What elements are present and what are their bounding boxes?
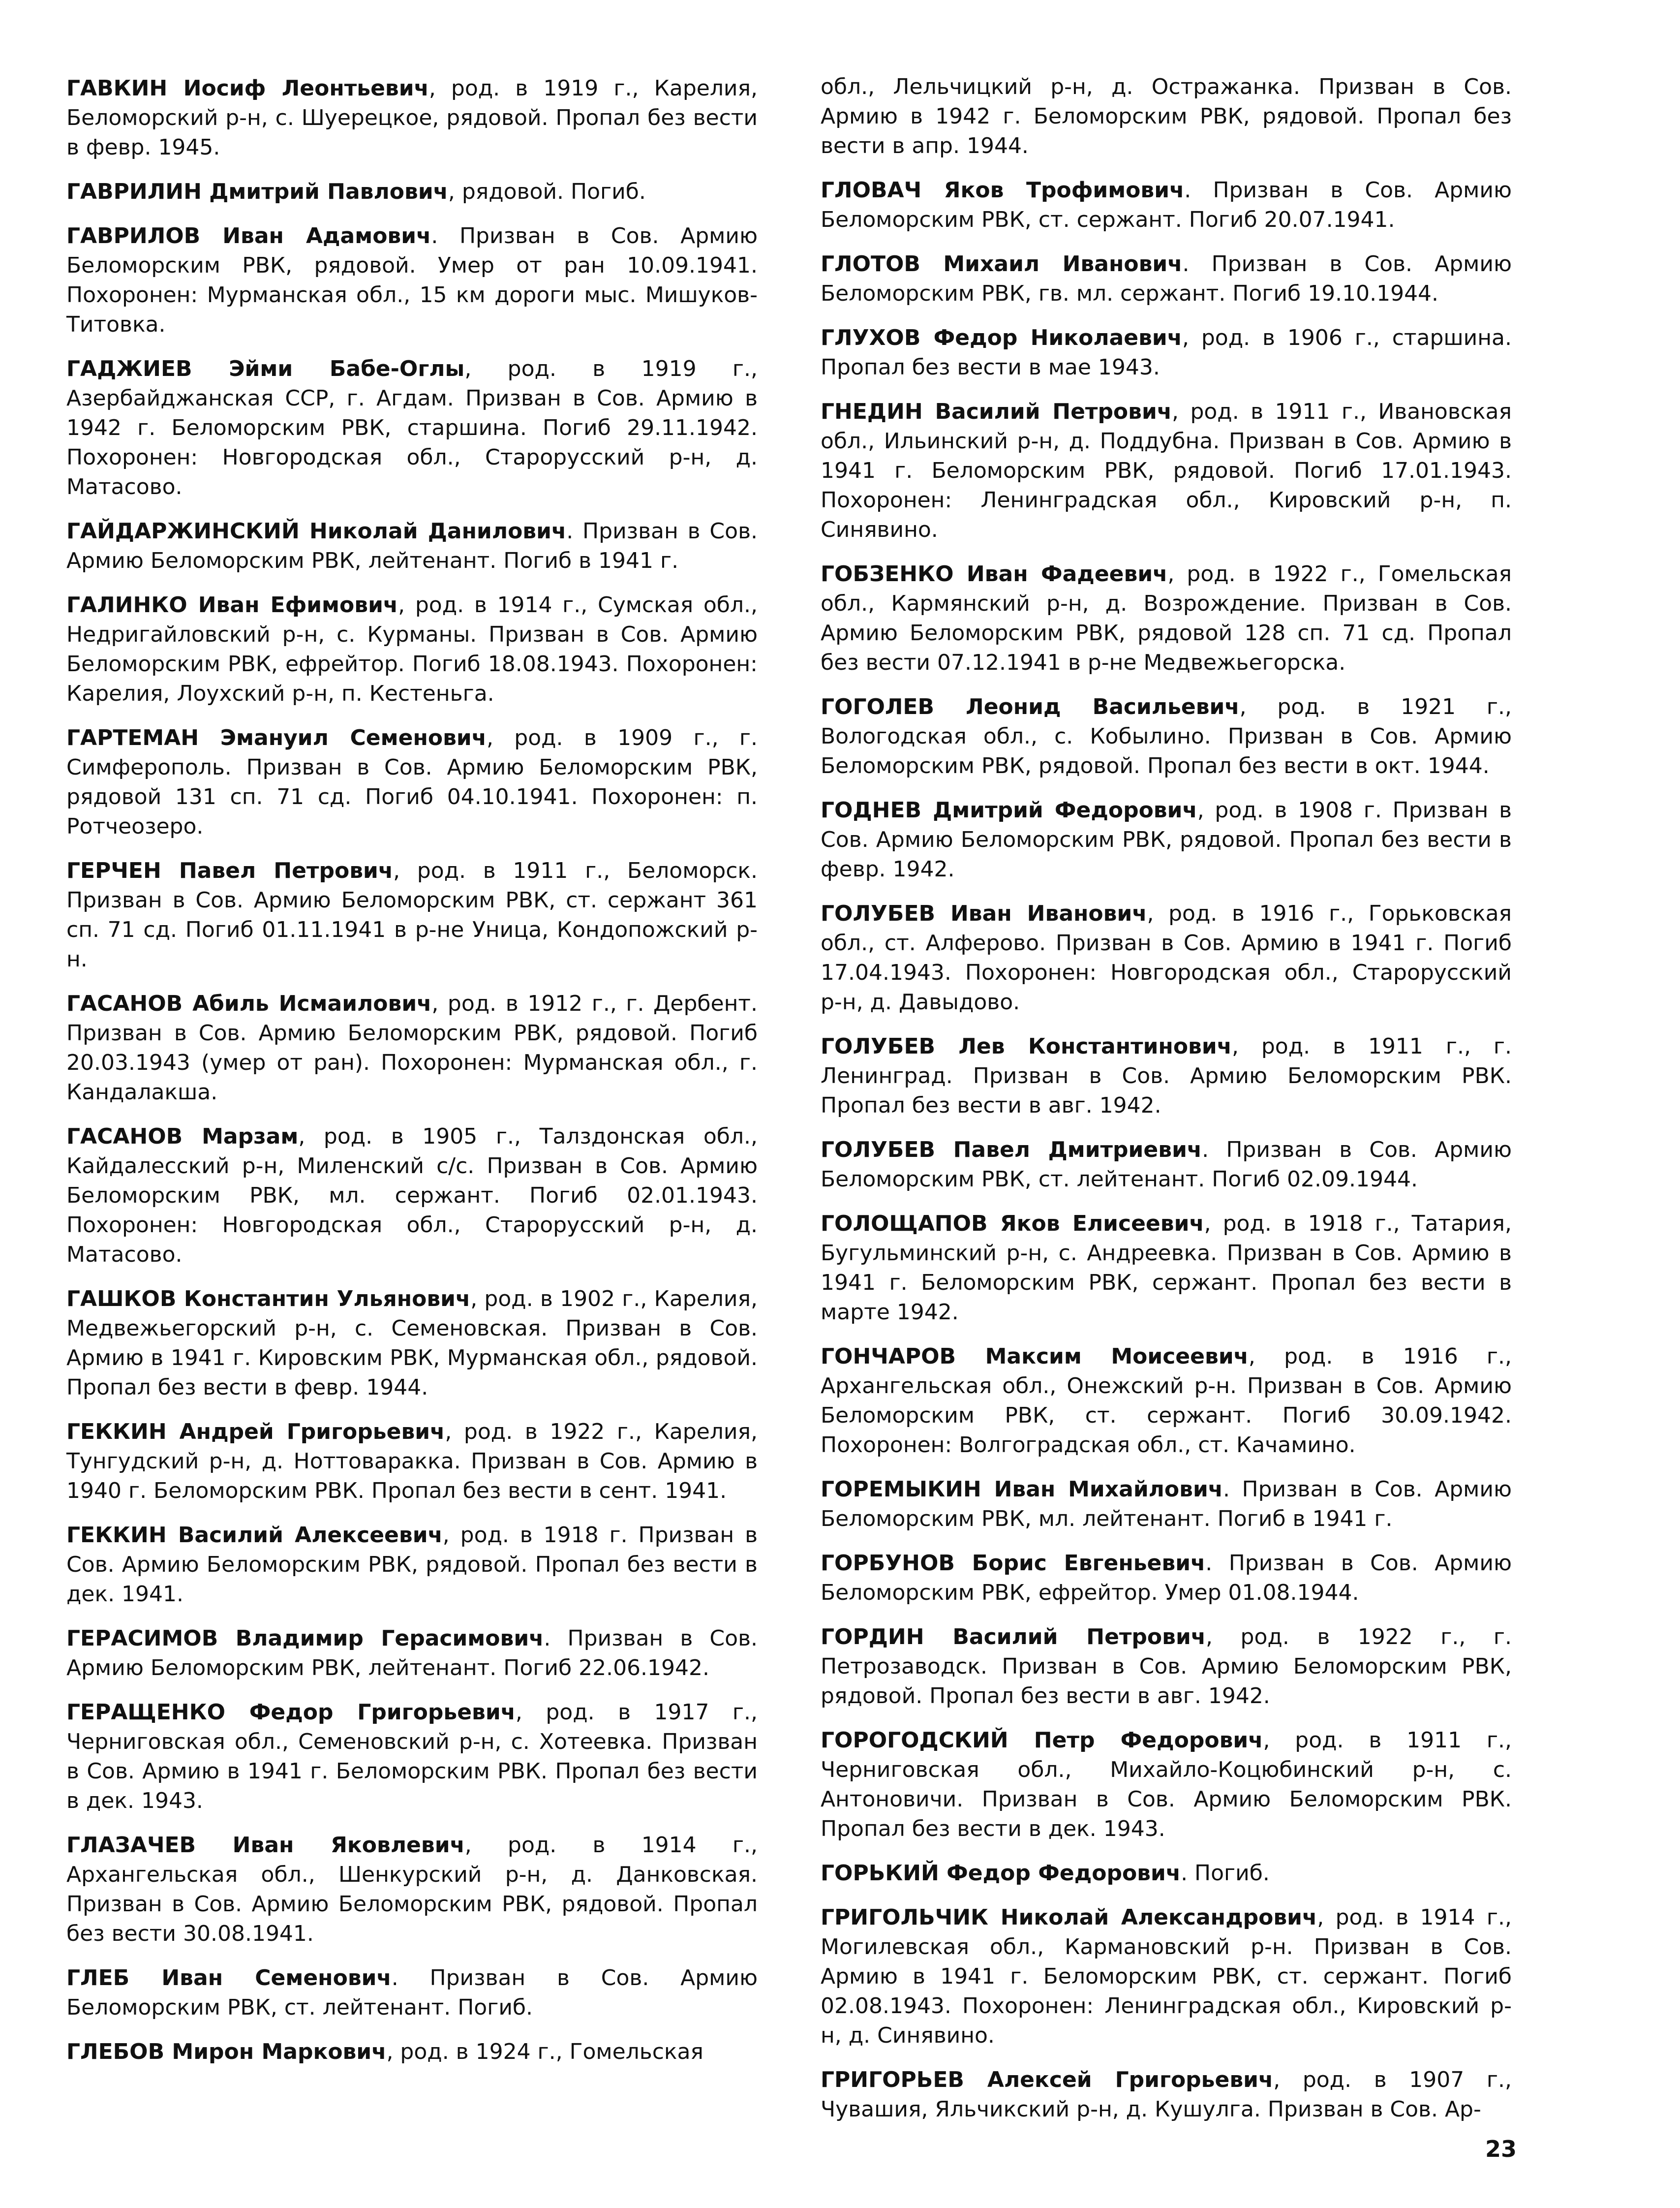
list-item [66, 1831, 758, 1949]
entry-name: ГОДНЕВ Дмитрий Федорович [821, 798, 1197, 823]
entry-name: ГЕРАЩЕНКО Федор Григорьевич [66, 1700, 516, 1725]
entry-text: , род. в 1906 г., старшина. Пропал без вести в мае 1943. [821, 325, 1512, 380]
entry-name: ГЕККИН Василий Алексеевич [66, 1523, 443, 1548]
list-item [66, 1417, 758, 1506]
list-item [821, 899, 1512, 1017]
list-item [66, 1624, 758, 1683]
entry-text: . Призван в Сов. Армию Беломорским РВК, лейтенант. Погиб в 1941 г. [66, 519, 758, 573]
entry-text: , род. в 1916 г., Архангельская обл., Онежский р-н. Призван в Сов. Армию Беломорским РВК, ст. сержант. Погиб 30.09.1942. Похоронен: Волгоградская обл., ст. Качамино. [821, 1344, 1512, 1458]
entry-text: , род. в 1922 г., Карелия, Тунгудский р-н, д. Ноттоваракка. Призван в Сов. Армию в 1940 г. Беломорским РВК. Пропал без вести в сент. 1941. [66, 1419, 758, 1503]
list-item [821, 1549, 1512, 1608]
list-item [66, 1122, 758, 1270]
entry-name: ГОГОЛЕВ Леонид Васильевич [821, 694, 1240, 719]
entry-name: ГАСАНОВ Абиль Исмаилович [66, 991, 432, 1016]
entry-text: , род. в 1914 г., Могилевская обл., Кармановский р-н. Призван в Сов. Армию в 1941 г. Беломорским РВК, ст. сержант. Погиб 02.08.1943. Похоронен: Ленинградская обл., Кировский р-н, д. Синявино. [821, 1905, 1512, 2048]
list-item [66, 517, 758, 576]
list-item [66, 1698, 758, 1816]
entry-text: , род. в 1909 г., г. Симферополь. Призван в Сов. Армию Беломорским РВК, рядовой 131 сп. 71 сд. Погиб 04.10.1941. Похоронен: п. Ротчеозеро. [66, 725, 758, 839]
entry-text: , род. в 1905 г., Талздонская обл., Кайдалесский р-н, Миленский с/с. Призван в Сов. Армию Беломорским РВК, мл. сержант. Погиб 02.01.1943. Похоронен: Новгородская обл., Старорусский р-н, д. Матасово. [66, 1124, 758, 1267]
entry-text: , род. в 1919 г., Карелия, Беломорский р-н, с. Шуерецкое, рядовой. Пропал без вести в февр. 1945. [66, 76, 758, 160]
list-item [66, 1284, 758, 1402]
list-item [821, 2065, 1512, 2124]
entry-name: ГЛОВАЧ Яков Трофимович [821, 178, 1185, 203]
entry-text: , род. в 1917 г., Черниговская обл., Семеновский р-н, с. Хотеевка. Призван в Сов. Армию в 1941 г. Беломорским РВК. Пропал без вести в дек. 1943. [66, 1700, 758, 1813]
list-item [66, 1963, 758, 2022]
entry-text: , род. в 1911 г., г. Ленинград. Призван в Сов. Армию Беломорским РВК. Пропал без вести в авг. 1942. [821, 1034, 1512, 1118]
page-number: 23 [1485, 2136, 1517, 2162]
entry-text: , род. в 1914 г., Сумская обл., Недригайловский р-н, с. Курманы. Призван в Сов. Армию Беломорским РВК, ефрейтор. Погиб 18.08.1943. Похоронен: Карелия, Лоухский р-н, п. Кестеньга. [66, 592, 758, 706]
entry-name: ГЛАЗАЧЕВ Иван Яковлевич [66, 1833, 465, 1858]
list-item [821, 692, 1512, 781]
entry-text: . Призван в Сов. Армию Беломорским РВК, гв. мл. сержант. Погиб 19.10.1944. [821, 251, 1512, 306]
entry-text: , род. в 1908 г. Призван в Сов. Армию Беломорским РВК, рядовой. Пропал без вести в февр. 1942. [821, 798, 1512, 882]
entry-name: ГРИГОРЬЕВ Алексей Григорьевич [821, 2067, 1274, 2092]
entry-text: , род. в 1916 г., Горьковская обл., ст. Алферово. Призван в Сов. Армию в 1941 г. Погиб 17.04.1943. Похоронен: Новгородская обл., Старорусский р-н, д. Давыдово. [821, 901, 1512, 1015]
list-item [821, 1622, 1512, 1711]
entry-name: ГАЛИНКО Иван Ефимович [66, 592, 398, 618]
list-item [821, 560, 1512, 678]
entry-name: ГОБЗЕНКО Иван Фадеевич [821, 561, 1168, 587]
entry-text: , род. в 1902 г., Карелия, Медвежьегорский р-н, с. Семеновская. Призван в Сов. Армию в 1941 г. Кировским РВК, Мурманская обл., рядовой. Пропал без вести в февр. 1944. [66, 1286, 758, 1400]
list-item [66, 354, 758, 502]
entry-text: , род. в 1912 г., г. Дербент. Призван в Сов. Армию Беломорским РВК, рядовой. Погиб 20.03.1943 (умер от ран). Похоронен: Мурманская обл., г. Кандалакша. [66, 991, 758, 1105]
entry-text: . Призван в Сов. Армию Беломорским РВК, ст. лейтенант. Погиб. [66, 1965, 758, 2020]
entry-name: ГЕРАСИМОВ Владимир Герасимович [66, 1626, 544, 1651]
list-item [66, 221, 758, 340]
entry-text: . Призван в Сов. Армию Беломорским РВК, рядовой. Умер от ран 10.09.1941. Похоронен: Мурманская обл., 15 км дороги мыс. Мишуков-Титовка. [66, 223, 758, 337]
entry-name: ГАВКИН Иосиф Леонтьевич [66, 76, 429, 101]
entry-name: ГАШКОВ Константин Ульянович [66, 1286, 471, 1311]
entry-name: ГАВРИЛОВ Иван Адамович [66, 223, 431, 249]
entry-name: ГОЛУБЕВ Иван Иванович [821, 901, 1147, 926]
entry-text: . Призван в Сов. Армию Беломорским РВК, ефрейтор. Умер 01.08.1944. [821, 1551, 1512, 1605]
entry-name: ГОРОГОДСКИЙ Петр Федорович [821, 1728, 1263, 1753]
entry-name: ГНЕДИН Василий Петрович [821, 399, 1172, 424]
entry-text: , род. в 1919 г., Азербайджанская ССР, г. Агдам. Призван в Сов. Армию в 1942 г. Беломорским РВК, старшина. Погиб 29.11.1942. Похоронен: Новгородская обл., Старорусский р-н, д. Матасово. [66, 356, 758, 499]
list-item [821, 1903, 1512, 2051]
list-item [66, 74, 758, 162]
entry-name: ГАДЖИЕВ Эйми Бабе-Оглы [66, 356, 465, 381]
list-item [821, 1475, 1512, 1534]
list-item [821, 249, 1512, 309]
entry-text: , род. в 1924 г., Гомельская [386, 2039, 703, 2064]
entry-text: . Призван в Сов. Армию Беломорским РВК, ст. сержант. Погиб 20.07.1941. [821, 178, 1512, 232]
entry-text: , род. в 1921 г., Вологодская обл., с. Кобылино. Призван в Сов. Армию Беломорским РВК, рядовой. Пропал без вести в окт. 1944. [821, 694, 1512, 778]
entry-text: обл., Лельчицкий р-н, д. Остражанка. Призван в Сов. Армию в 1942 г. Беломорским РВК, рядовой. Пропал без вести в апр. 1944. [821, 74, 1512, 158]
entry-name: ГЛУХОВ Федор Николаевич [821, 325, 1182, 350]
entry-text: . Погиб. [1181, 1861, 1270, 1886]
entry-text: , род. в 1922 г., Гомельская обл., Кармянский р-н, д. Возрождение. Призван в Сов. Армию Беломорским РВК, рядовой 128 сп. 71 сд. Пропал без вести 07.12.1941 в р-не Медвежьегорска. [821, 561, 1512, 675]
entry-name: ГОЛУБЕВ Лев Константинович [821, 1034, 1232, 1059]
entry-name: ГОЛУБЕВ Павел Дмитриевич [821, 1137, 1202, 1162]
entry-text: . Призван в Сов. Армию Беломорским РВК, ст. лейтенант. Погиб 02.09.1944. [821, 1137, 1512, 1192]
list-item [821, 1859, 1512, 1888]
list-item [66, 989, 758, 1107]
entry-name: ГАЙДАРЖИНСКИЙ Николай Данилович [66, 519, 567, 544]
entry-name: ГЛОТОВ Михаил Иванович [821, 251, 1183, 277]
entry-text: , род. в 1911 г., Ивановская обл., Ильинский р-н, д. Поддубна. Призван в Сов. Армию в 1941 г. Беломорским РВК, рядовой. Погиб 17.01.1943. Похоронен: Ленинградская обл., Кировский р-н, п. Синявино. [821, 399, 1512, 542]
entry-text: , рядовой. Погиб. [448, 179, 646, 204]
list-item [821, 1726, 1512, 1844]
entry-text: , род. в 1907 г., Чувашия, Яльчикский р-н, д. Кушулга. Призван в Сов. Ар- [821, 2067, 1512, 2122]
entry-text: . Призван в Сов. Армию Беломорским РВК, мл. лейтенант. Погиб в 1941 г. [821, 1477, 1512, 1531]
entry-name: ГЕРЧЕН Павел Петрович [66, 858, 394, 883]
list-item [66, 856, 758, 974]
list-item [821, 176, 1512, 235]
list-item [821, 1032, 1512, 1120]
list-item [66, 177, 758, 207]
entry-text: . Призван в Сов. Армию Беломорским РВК, лейтенант. Погиб 22.06.1942. [66, 1626, 758, 1680]
entry-name: ГОРДИН Василий Петрович [821, 1624, 1206, 1649]
left-column [66, 74, 758, 2082]
entry-text: , род. в 1918 г. Призван в Сов. Армию Беломорским РВК, рядовой. Пропал без вести в дек. 1941. [66, 1523, 758, 1607]
entry-name: ГАСАНОВ Марзам [66, 1124, 299, 1149]
entry-name: ГЕККИН Андрей Григорьевич [66, 1419, 445, 1444]
entry-name: ГОРЕМЫКИН Иван Михайлович [821, 1477, 1223, 1502]
entry-name: ГРИГОЛЬЧИК Николай Александрович [821, 1905, 1317, 1930]
entry-name: ГОЛОЩАПОВ Яков Елисеевич [821, 1211, 1204, 1236]
list-item [821, 397, 1512, 545]
list-item [821, 1135, 1512, 1194]
entry-name: ГОРЬКИЙ Федор Федорович [821, 1861, 1181, 1886]
list-item [821, 323, 1512, 382]
entry-name: ГАВРИЛИН Дмитрий Павлович [66, 179, 448, 204]
entry-name: ГЛЕБОВ Мирон Маркович [66, 2039, 387, 2064]
entry-text: , род. в 1911 г., Беломорск. Призван в Сов. Армию Беломорским РВК, ст. сержант 361 сп. 71 сд. Погиб 01.11.1941 в р-не Уница, Кондопожский р-н. [66, 858, 758, 972]
entry-text: , род. в 1914 г., Архангельская обл., Шенкурский р-н, д. Данковская. Призван в Сов. Армию Беломорским РВК, рядовой. Пропал без вести 30.08.1941. [66, 1833, 758, 1946]
list-item [821, 796, 1512, 884]
list-item [66, 1521, 758, 1609]
entry-text: , род. в 1911 г., Черниговская обл., Михайло-Коцюбинский р-н, с. Антоновичи. Призван в Сов. Армию Беломорским РВК. Пропал без вести в дек. 1943. [821, 1728, 1512, 1841]
entry-name: ГОРБУНОВ Борис Евгеньевич [821, 1551, 1206, 1576]
entry-name: ГЛЕБ Иван Семенович [66, 1965, 392, 1990]
right-column [821, 72, 1512, 2139]
list-item [66, 2037, 758, 2067]
list-item [821, 1209, 1512, 1327]
list-item [66, 723, 758, 841]
list-item [821, 72, 1512, 161]
entry-text: , род. в 1922 г., г. Петрозаводск. Призван в Сов. Армию Беломорским РВК, рядовой. Пропал без вести в авг. 1942. [821, 1624, 1512, 1709]
entry-name: ГОНЧАРОВ Максим Моисеевич [821, 1344, 1249, 1369]
list-item [66, 591, 758, 709]
list-item [821, 1342, 1512, 1460]
entry-name: ГАРТЕМАН Эмануил Семенович [66, 725, 487, 750]
entry-text: , род. в 1918 г., Татария, Бугульминский р-н, с. Андреевка. Призван в Сов. Армию в 1941 г. Беломорским РВК, сержант. Пропал без вести в марте 1942. [821, 1211, 1512, 1325]
